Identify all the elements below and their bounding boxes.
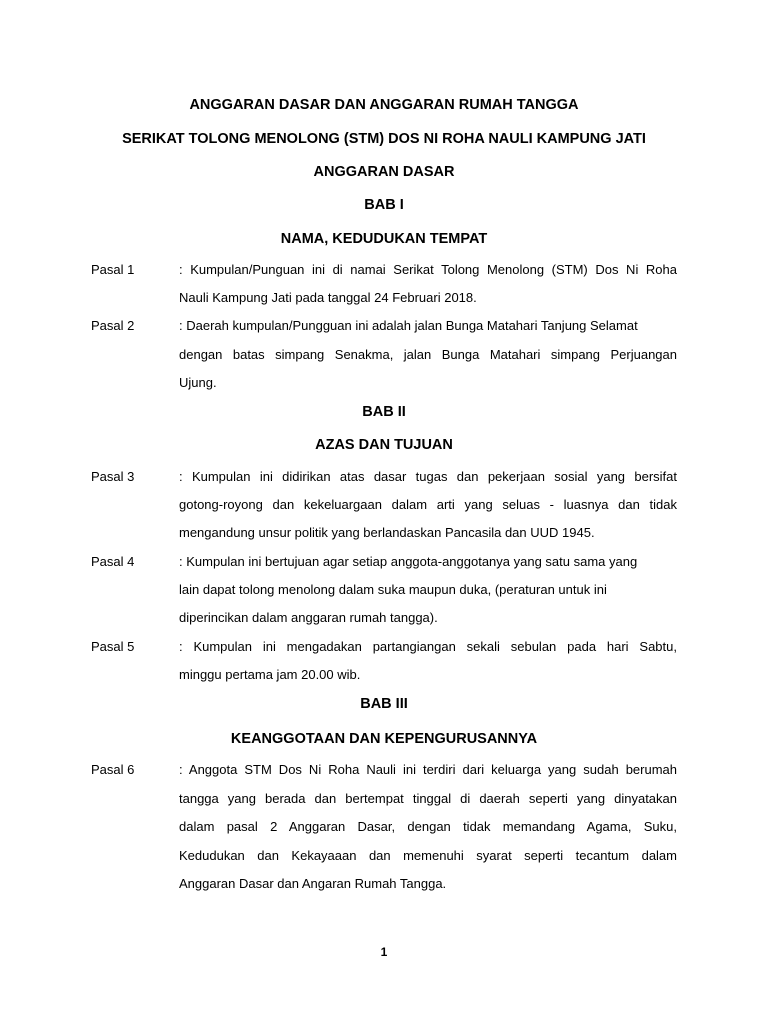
pasal-4-line: lain dapat tolong menolong dalam suka maupun duka, (peraturan untuk ini [179,582,607,597]
pasal-2-line: dengan batas simpang Senakma, jalan Bunga Matahari simpang Perjuangan [179,347,677,362]
page-number: 1 [380,945,388,959]
bab-3-title: KEANGGOTAAN DAN KEPENGURUSANNYA [230,731,538,747]
bab-1-number: BAB I [364,197,404,213]
pasal-6-label: Pasal 6 [91,762,135,777]
pasal-6-line: Anggaran Dasar dan Angaran Rumah Tangga. [179,876,447,891]
pasal-1-label: Pasal 1 [91,262,135,277]
document-title: ANGGARAN DASAR DAN ANGGARAN RUMAH TANGGA [189,97,579,113]
pasal-5-line: : Kumpulan ini mengadakan partangiangan sekali sebulan pada hari Sabtu, [179,639,677,654]
pasal-1-line: Nauli Kampung Jati pada tanggal 24 Februari 2018. [179,290,477,305]
pasal-4-line: : Kumpulan ini bertujuan agar setiap anggota-anggotanya yang satu sama yang [179,554,638,569]
pasal-6-line: Kedudukan dan Kekayaaan dan memenuhi syarat seperti tecantum dalam [179,848,677,863]
pasal-6-line: dalam pasal 2 Anggaran Dasar, dengan tidak memandang Agama, Suku, [179,819,677,834]
pasal-2-line: : Daerah kumpulan/Pungguan ini adalah jalan Bunga Matahari Tanjung Selamat [179,318,638,333]
organization-name: SERIKAT TOLONG MENOLONG (STM) DOS NI ROHA NAULI KAMPUNG JATI [122,131,646,147]
bab-2-number: BAB II [362,404,406,420]
pasal-3-label: Pasal 3 [91,469,135,484]
pasal-3-line: : Kumpulan ini didirikan atas dasar tugas dan pekerjaan sosial yang bersifat [179,469,677,484]
pasal-2-line: Ujung. [179,375,217,390]
pasal-4-line: diperincikan dalam anggaran rumah tangga). [179,610,438,625]
pasal-3-line: gotong-royong dan kekeluargaan dalam arti yang seluas - luasnya dan tidak [179,497,677,512]
bab-1-title: NAMA, KEDUDUKAN TEMPAT [280,231,488,247]
pasal-4-label: Pasal 4 [91,554,135,569]
pasal-3-line: mengandung unsur politik yang berlandaskan Pancasila dan UUD 1945. [179,525,595,540]
pasal-1-line: : Kumpulan/Punguan ini di namai Serikat Tolong Menolong (STM) Dos Ni Roha [179,262,677,277]
pasal-5-line: minggu pertama jam 20.00 wib. [179,667,361,682]
bab-3-number: BAB III [360,696,408,712]
pasal-2-label: Pasal 2 [91,318,135,333]
section-title: ANGGARAN DASAR [313,164,455,180]
pasal-6-line: tangga yang berada dan bertempat tinggal di daerah seperti yang dinyatakan [179,791,677,806]
pasal-6-line: : Anggota STM Dos Ni Roha Nauli ini terdiri dari keluarga yang sudah berumah [179,762,677,777]
bab-2-title: AZAS DAN TUJUAN [315,437,453,453]
pasal-5-label: Pasal 5 [91,639,135,654]
